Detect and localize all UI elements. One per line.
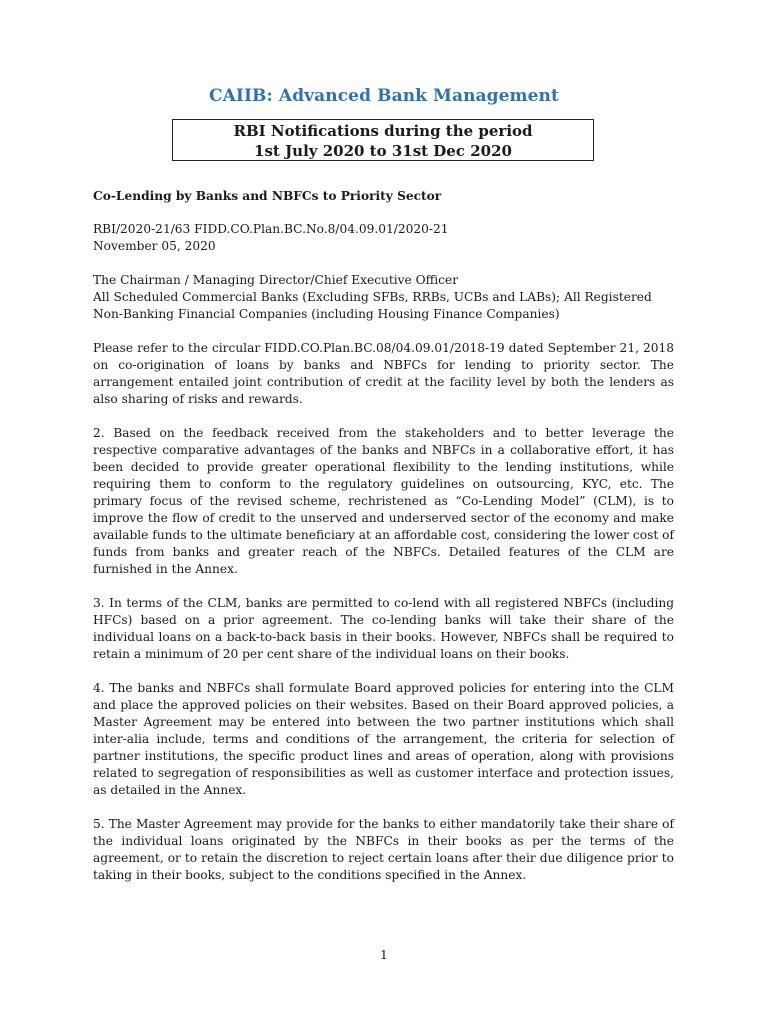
section-heading: Co-Lending by Banks and NBFCs to Priority Sector: [93, 189, 442, 203]
page-number: 1: [380, 948, 388, 962]
paragraph-5: 5. The Master Agreement may provide for the banks to either mandatorily take their share of the individual loans originated by the NBFCs in their books as per the terms of the agreement, or to retain the discretion to reject certain loans after their due diligence prior to taking in their books, subject to the conditions specified in the Annex.: [93, 817, 674, 882]
period-box: [172, 119, 594, 161]
circular-reference: RBI/2020-21/63 FIDD.CO.Plan.BC.No.8/04.09.01/2020-21: [93, 222, 449, 236]
addressee-block: [93, 272, 674, 323]
paragraph-2: 2. Based on the feedback received from the stakeholders and to better leverage the respective comparative advantages of the banks and NBFCs in a collaborative effort, it has been decided to provide greater operational flexibility to the lending institutions, while requiring them to conform to the regulatory guidelines on outsourcing, KYC, etc. The primary focus of the revised scheme, rechristened as “Co-Lending Model” (CLM), is to improve the flow of credit to the unserved and underserved sector of the economy and make available funds to the ultimate beneficiary at an affordable cost, considering the lower cost of funds from banks and greater reach of the NBFCs. Detailed features of the CLM are furnished in the Annex.: [93, 426, 674, 576]
period-box-line-2: 1st July 2020 to 31st Dec 2020: [254, 142, 512, 160]
circular-reference-block: [93, 221, 674, 255]
paragraph-intro: Please refer to the circular FIDD.CO.Plan.BC.08/04.09.01/2018-19 dated September 21, 2018 on co-origination of loans by banks and NBFCs for lending to priority sector. The arrangement entailed joint contribution of credit at the facility level by both the lenders as also sharing of risks and rewards.: [93, 341, 674, 406]
paragraph-3: 3. In terms of the CLM, banks are permitted to co-lend with all registered NBFCs (including HFCs) based on a prior agreement. The co-lending banks will take their share of the individual loans on a back-to-back basis in their books. However, NBFCs shall be required to retain a minimum of 20 per cent share of the individual loans on their books.: [93, 596, 674, 661]
paragraph-4: 4. The banks and NBFCs shall formulate Board approved policies for entering into the CLM and place the approved policies on their websites. Based on their Board approved policies, a Master Agreement may be entered into between the two partner institutions which shall inter-alia include, terms and conditions of the arrangement, the criteria for selection of partner institutions, the specific product lines and areas of operation, along with provisions related to segregation of responsibilities as well as customer interface and protection issues, as detailed in the Annex.: [93, 681, 674, 797]
addressee-line: The Chairman / Managing Director/Chief Executive Officer: [93, 273, 459, 287]
circular-date: November 05, 2020: [93, 239, 216, 253]
addressee-line: Non-Banking Financial Companies (including Housing Finance Companies): [93, 307, 560, 321]
addressee-line: All Scheduled Commercial Banks (Excluding SFBs, RRBs, UCBs and LABs); All Registered: [93, 290, 652, 304]
document-body: [93, 188, 674, 901]
period-box-line-1: RBI Notifications during the period: [233, 122, 533, 140]
document-title: CAIIB: Advanced Bank Management: [209, 86, 559, 106]
